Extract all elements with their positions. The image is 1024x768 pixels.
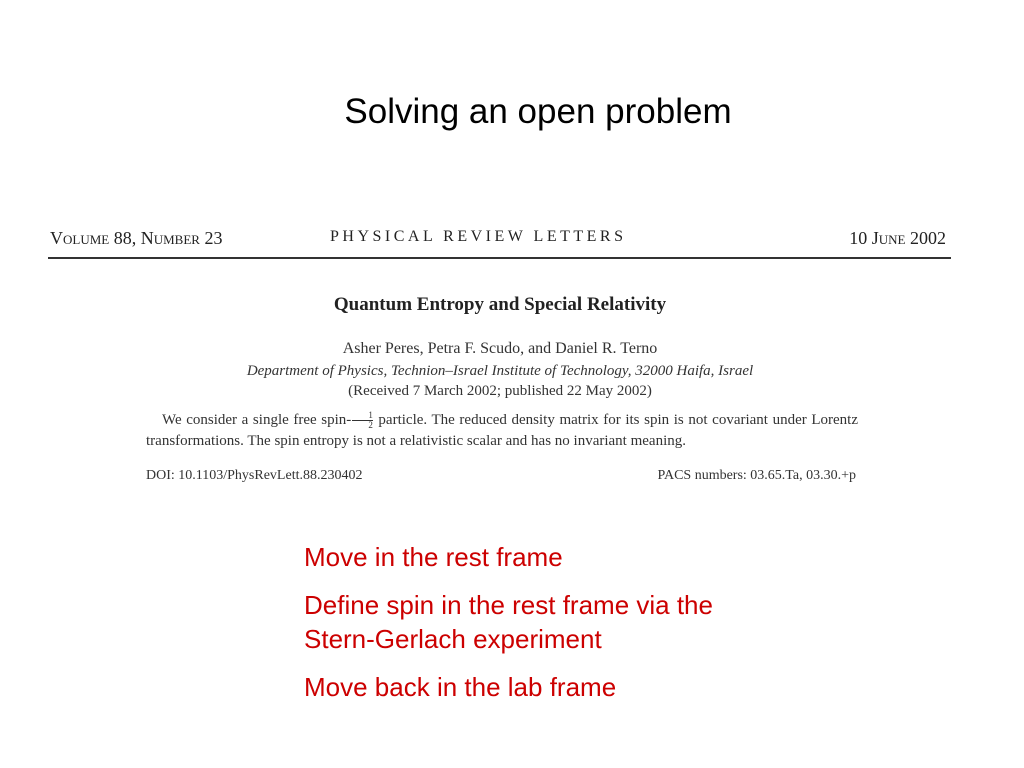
- bullet-item: Define spin in the rest frame via the Stern-Gerlach experiment: [304, 590, 713, 654]
- bullet-item: Move back in the lab frame: [304, 672, 617, 702]
- paper-authors: Asher Peres, Petra F. Scudo, and Daniel R. Terno: [342, 340, 658, 357]
- paper-affiliation: Department of Physics, Technion–Israel Institute of Technology, 32000 Haifa, Israel: [246, 363, 754, 379]
- paper-abstract: [146, 410, 858, 452]
- paper-doi: DOI: 10.1103/PhysRevLett.88.230402: [146, 468, 363, 483]
- bullet-item: Move in the rest frame: [304, 542, 563, 572]
- abstract-text-start: We consider a single free spin-: [162, 412, 352, 428]
- journal-date: 10 June 2002: [849, 228, 946, 248]
- journal-name: PHYSICAL REVIEW LETTERS: [330, 228, 627, 245]
- spin-fraction: [352, 411, 373, 430]
- bullet-list: [304, 540, 764, 718]
- paper-title: Quantum Entropy and Special Relativity: [333, 294, 667, 315]
- paper-received: (Received 7 March 2002; published 22 May 2002): [348, 383, 652, 399]
- abstract-text-end: particle. The reduced density matrix for its spin is not covariant under Lorentz transformations. The spin entropy is not a relativistic scalar and has no invariant meaning.: [146, 412, 858, 449]
- fraction-denominator: 2: [368, 420, 373, 431]
- journal-volume: Volume 88, Number 23: [50, 228, 223, 248]
- fraction-numerator: 1: [352, 411, 373, 421]
- paper-pacs: PACS numbers: 03.65.Ta, 03.30.+p: [657, 468, 856, 483]
- header-rule: [48, 257, 951, 259]
- slide-title: Solving an open problem: [344, 92, 732, 131]
